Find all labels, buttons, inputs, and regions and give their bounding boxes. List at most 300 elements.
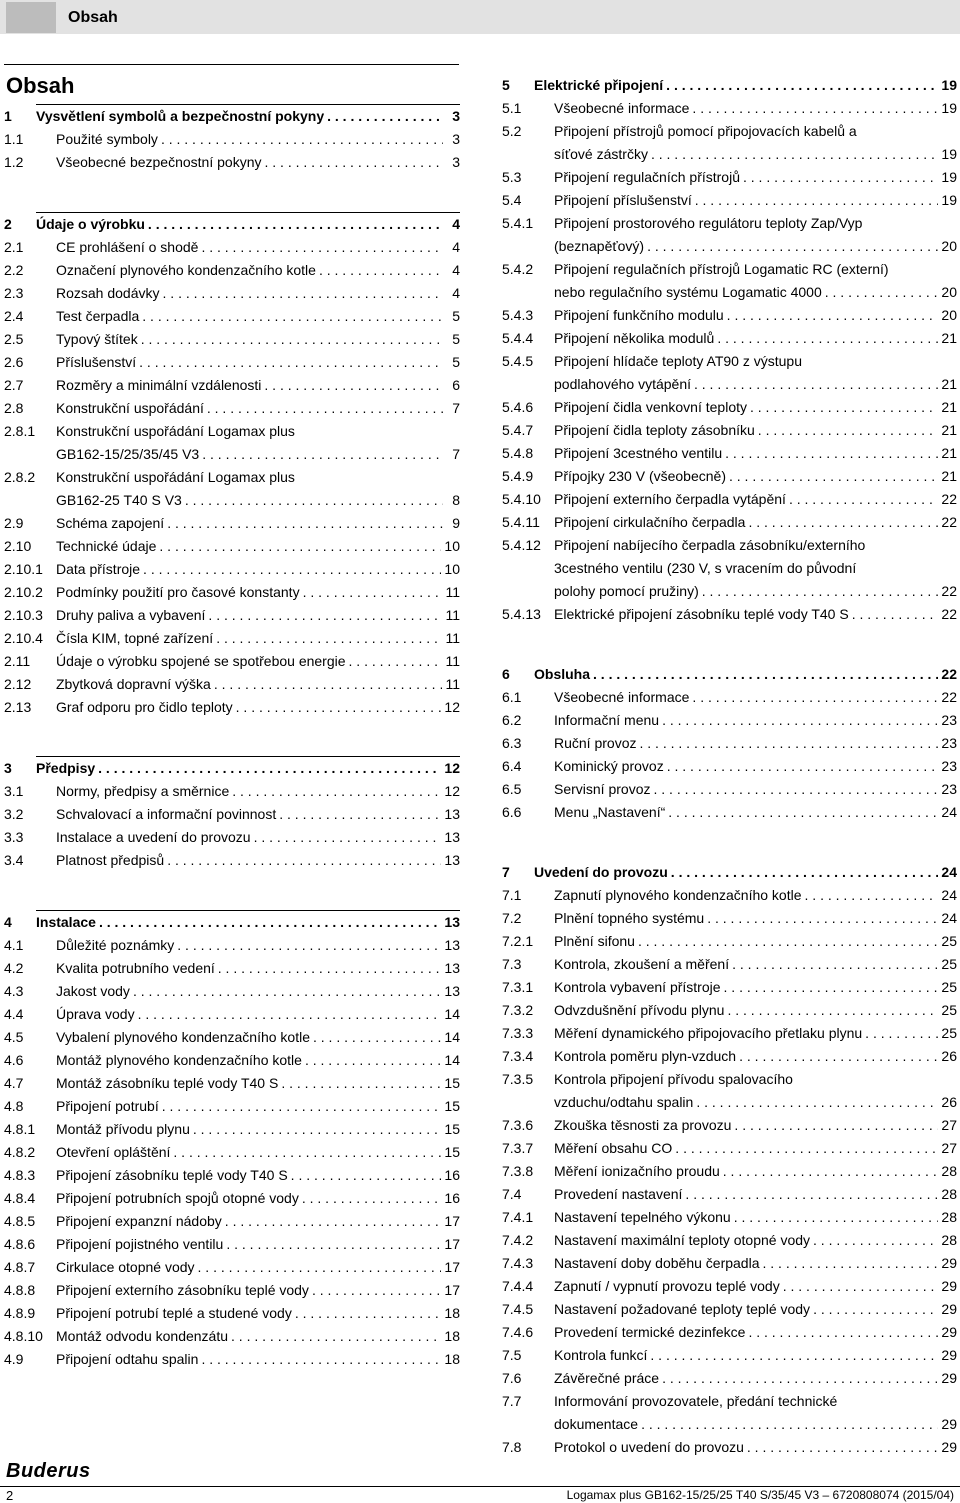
toc-section <box>502 74 957 626</box>
leader-dots <box>99 911 441 934</box>
leader-dots <box>813 1229 938 1252</box>
toc-entry-number: 2.4 <box>4 308 24 324</box>
toc-entry[interactable] <box>502 1022 957 1045</box>
toc-entry-title: Elektrické připojení <box>534 77 664 93</box>
toc-entry-page: 10 <box>444 538 460 554</box>
toc-entry[interactable] <box>4 849 460 872</box>
toc-entry[interactable] <box>502 1229 957 1252</box>
toc-entry-page: 25 <box>941 979 957 995</box>
toc-entry-page: 12 <box>444 699 460 715</box>
toc-entry[interactable] <box>4 980 460 1003</box>
toc-entry-page: 5 <box>452 354 460 370</box>
leader-dots <box>758 419 939 442</box>
toc-entry[interactable] <box>502 97 957 120</box>
toc-entry[interactable] <box>502 488 957 511</box>
toc-entry[interactable] <box>4 259 460 282</box>
leader-dots <box>202 443 443 466</box>
toc-entry[interactable] <box>502 1045 957 1068</box>
toc-entry-page: 19 <box>941 192 957 208</box>
toc-entry-number: 7.4.6 <box>502 1324 534 1340</box>
toc-entry[interactable] <box>4 604 460 627</box>
toc-entry-number: 4.8.2 <box>4 1144 36 1160</box>
toc-entry-page: 23 <box>941 781 957 797</box>
toc-entry-page: 13 <box>444 852 460 868</box>
toc-entry[interactable] <box>502 258 957 304</box>
toc-entry-page: 15 <box>444 1144 460 1160</box>
toc-entry-title: Ruční provoz <box>554 735 637 751</box>
toc-entry-page: 13 <box>444 983 460 999</box>
toc-entry-page: 13 <box>444 829 460 845</box>
toc-entry-number: 2.12 <box>4 676 32 692</box>
toc-entry[interactable] <box>502 976 957 999</box>
toc-entry-page: 13 <box>444 806 460 822</box>
toc-entry-page: 26 <box>941 1048 957 1064</box>
toc-entry[interactable] <box>4 1049 460 1072</box>
leader-dots <box>163 282 443 305</box>
leader-dots <box>748 511 938 534</box>
toc-entry[interactable] <box>502 212 957 258</box>
toc-entry-title: Druhy paliva a vybavení <box>56 607 206 623</box>
leader-dots <box>281 1072 441 1095</box>
toc-entry-number: 4.8.10 <box>4 1328 43 1344</box>
leader-dots <box>303 581 443 604</box>
leader-dots <box>208 604 442 627</box>
toc-entry[interactable] <box>502 686 957 709</box>
toc-entry-title: Kontrola vybavení přístroje <box>554 979 721 995</box>
toc-entry-title-continued: nebo regulačního systému Logamatic 4000 <box>554 284 822 300</box>
leader-dots <box>167 849 441 872</box>
leader-dots <box>729 465 938 488</box>
leader-dots <box>638 930 938 953</box>
leader-dots <box>727 304 939 327</box>
toc-entry[interactable] <box>502 953 957 976</box>
leader-dots <box>748 1321 938 1344</box>
toc-entry-page: 26 <box>941 1094 957 1110</box>
toc-entry-number: 1 <box>4 108 12 124</box>
toc-entry-title: Podmínky použití pro časové konstanty <box>56 584 300 600</box>
toc-entry[interactable] <box>4 757 460 780</box>
toc-entry[interactable] <box>4 673 460 696</box>
leader-dots <box>198 1256 442 1279</box>
toc-entry-number: 6.1 <box>502 689 522 705</box>
toc-entry[interactable] <box>502 778 957 801</box>
toc-entry-title: Připojení zásobníku teplé vody T40 S <box>56 1167 288 1183</box>
toc-entry[interactable] <box>4 128 460 151</box>
toc-entry[interactable] <box>4 1187 460 1210</box>
toc-entry[interactable] <box>4 1164 460 1187</box>
toc-entry[interactable] <box>4 581 460 604</box>
leader-dots <box>162 1095 442 1118</box>
toc-entry[interactable] <box>4 351 460 374</box>
toc-entry-page: 22 <box>941 514 957 530</box>
toc-entry-title: Kontrola funkcí <box>554 1347 648 1363</box>
toc-entry[interactable] <box>502 603 957 626</box>
toc-entry[interactable] <box>502 74 957 97</box>
toc-entry-page: 23 <box>941 735 957 751</box>
toc-entry-number: 5.4.13 <box>502 606 541 622</box>
toc-entry-title: Obsluha <box>534 666 591 682</box>
toc-entry[interactable] <box>4 1118 460 1141</box>
toc-entry[interactable] <box>4 512 460 535</box>
leader-dots <box>696 1091 938 1114</box>
toc-entry[interactable] <box>502 930 957 953</box>
toc-entry[interactable] <box>502 1114 957 1137</box>
toc-entry-number: 4.5 <box>4 1029 24 1045</box>
toc-entry-title: Technické údaje <box>56 538 157 554</box>
toc-entry-number: 7.3.8 <box>502 1163 534 1179</box>
toc-entry-title: Použité symboly <box>56 131 158 147</box>
leader-dots <box>641 1413 938 1436</box>
leader-dots <box>264 374 443 397</box>
toc-entry-number: 2.10.2 <box>4 584 43 600</box>
leader-dots <box>789 488 938 511</box>
toc-entry[interactable] <box>4 397 460 420</box>
leader-dots <box>668 801 938 824</box>
toc-entry-number: 5.4.6 <box>502 399 534 415</box>
toc-entry-title: Instalace <box>36 914 96 930</box>
toc-entry[interactable] <box>4 1141 460 1164</box>
leader-dots <box>725 442 938 465</box>
toc-entry[interactable] <box>502 1137 957 1160</box>
toc-entry-title: Připojení 3cestného ventilu <box>554 445 723 461</box>
toc-entry-page: 19 <box>941 100 957 116</box>
leader-dots <box>312 1279 441 1302</box>
toc-entry[interactable] <box>502 1298 957 1321</box>
toc-entry-page: 21 <box>941 445 957 461</box>
toc-entry[interactable] <box>4 1026 460 1049</box>
toc-entry-title: Připojení funkčního modulu <box>554 307 724 323</box>
toc-column-right <box>502 74 957 1459</box>
toc-entry[interactable] <box>4 282 460 305</box>
toc-entry-title: Připojení potrubí <box>56 1098 159 1114</box>
toc-entry-title-continued: síťové zástrčky <box>554 146 648 162</box>
toc-entry[interactable] <box>4 374 460 397</box>
toc-entry[interactable] <box>502 350 957 396</box>
leader-dots <box>702 580 939 603</box>
toc-entry[interactable] <box>502 465 957 488</box>
toc-entry[interactable] <box>502 511 957 534</box>
toc-entry-number: 2 <box>4 216 12 232</box>
toc-entry-title: Všeobecné informace <box>554 689 690 705</box>
leader-dots <box>813 1298 938 1321</box>
toc-entry-page: 18 <box>444 1351 460 1367</box>
toc-entry-number: 4.1 <box>4 937 24 953</box>
toc-entry-title: Konstrukční uspořádání Logamax plus <box>56 469 295 485</box>
toc-entry-page: 25 <box>941 1002 957 1018</box>
toc-entry-title: Kontrola poměru plyn-vzduch <box>554 1048 737 1064</box>
leader-dots <box>231 1325 441 1348</box>
toc-entry-title: Kontrola připojení přívodu spalovacího <box>554 1071 793 1087</box>
toc-entry[interactable] <box>4 105 460 128</box>
section-spacer <box>4 174 460 212</box>
toc-entry-title: Montáž plynového kondenzačního kotle <box>56 1052 302 1068</box>
toc-entry-page: 24 <box>941 910 957 926</box>
toc-entry-title: Měření obsahu CO <box>554 1140 673 1156</box>
leader-dots <box>254 826 442 849</box>
toc-entry[interactable] <box>4 1003 460 1026</box>
toc-entry-number: 4.2 <box>4 960 24 976</box>
toc-entry-page: 13 <box>444 914 460 930</box>
leader-dots <box>225 1210 442 1233</box>
toc-entry-page: 24 <box>941 887 957 903</box>
toc-entry-page: 14 <box>444 1006 460 1022</box>
toc-entry-number: 7.5 <box>502 1347 522 1363</box>
toc-entry[interactable] <box>502 442 957 465</box>
toc-entry[interactable] <box>502 327 957 350</box>
toc-entry-title: Připojení odtahu spalin <box>56 1351 199 1367</box>
toc-entry-page: 23 <box>941 712 957 728</box>
toc-entry-title: Nastavení doby doběhu čerpadla <box>554 1255 760 1271</box>
toc-entry-page: 12 <box>444 760 460 776</box>
toc-entry[interactable] <box>502 907 957 930</box>
toc-entry-title: Protokol o uvedení do provozu <box>554 1439 744 1455</box>
toc-entry[interactable] <box>4 1279 460 1302</box>
toc-entry-title: Připojení expanzní nádoby <box>56 1213 222 1229</box>
toc-entry-title: Připojení cirkulačního čerpadla <box>554 514 746 530</box>
toc-entry-page: 17 <box>444 1282 460 1298</box>
leader-dots <box>173 1141 441 1164</box>
toc-entry-number: 2.10 <box>4 538 32 554</box>
toc-entry[interactable] <box>4 1302 460 1325</box>
toc-entry-number: 4.8.9 <box>4 1305 36 1321</box>
leader-dots <box>141 328 443 351</box>
toc-entry[interactable] <box>502 1252 957 1275</box>
toc-entry-page: 29 <box>941 1301 957 1317</box>
toc-entry-number: 2.13 <box>4 699 32 715</box>
toc-entry[interactable] <box>502 801 957 824</box>
toc-entry-title: Zkouška těsnosti za provozu <box>554 1117 732 1133</box>
leader-dots <box>302 1187 442 1210</box>
toc-entry[interactable] <box>502 709 957 732</box>
toc-entry[interactable] <box>502 1436 957 1459</box>
toc-entry-number: 4.8.1 <box>4 1121 36 1137</box>
toc-entry-page: 3 <box>452 108 460 124</box>
leader-dots <box>707 907 938 930</box>
toc-entry-page: 29 <box>941 1324 957 1340</box>
toc-entry[interactable] <box>502 419 957 442</box>
toc-entry-number: 4.8.4 <box>4 1190 36 1206</box>
toc-entry[interactable] <box>4 1210 460 1233</box>
toc-entry[interactable] <box>4 1256 460 1279</box>
toc-entry-number: 7 <box>502 864 510 880</box>
leader-dots <box>142 305 443 328</box>
toc-entry-number: 5.4.4 <box>502 330 534 346</box>
leader-dots <box>675 1137 938 1160</box>
toc-entry-page: 11 <box>445 584 460 600</box>
toc-entry[interactable] <box>502 1068 957 1114</box>
toc-entry[interactable] <box>502 1321 957 1344</box>
toc-entry-title: Připojení regulačních přístrojů Logamatic RC (externí) <box>554 261 889 277</box>
toc-entry-page: 22 <box>941 583 957 599</box>
leader-dots <box>138 1003 442 1026</box>
toc-entry-page: 11 <box>445 607 460 623</box>
toc-entry-title: Údaje o výrobku <box>36 216 145 232</box>
toc-entry-page: 25 <box>941 956 957 972</box>
toc-entry-number: 5.4.7 <box>502 422 534 438</box>
toc-entry-page: 28 <box>941 1209 957 1225</box>
toc-entry-number: 3.2 <box>4 806 24 822</box>
toc-entry[interactable] <box>4 328 460 351</box>
toc-entry-number: 2.10.3 <box>4 607 43 623</box>
toc-entry[interactable] <box>502 999 957 1022</box>
section-spacer <box>502 626 957 663</box>
toc-entry[interactable] <box>4 803 460 826</box>
toc-entry[interactable] <box>502 534 957 603</box>
toc-entry-title: CE prohlášení o shodě <box>56 239 199 255</box>
toc-entry-number: 6.4 <box>502 758 522 774</box>
leader-dots <box>161 128 443 151</box>
toc-column-left <box>4 104 460 1371</box>
toc-entry[interactable] <box>502 732 957 755</box>
toc-entry[interactable] <box>502 861 957 884</box>
toc-entry-page: 16 <box>444 1190 460 1206</box>
toc-entry-title: Připojení několika modulů <box>554 330 715 346</box>
toc-entry[interactable] <box>4 466 460 512</box>
toc-entry[interactable] <box>502 1275 957 1298</box>
toc-entry-number: 7.3.5 <box>502 1071 534 1087</box>
toc-entry-title: Zapnutí / vypnutí provozu teplé vody <box>554 1278 780 1294</box>
toc-entry-number: 4.8.8 <box>4 1282 36 1298</box>
leader-dots <box>177 934 441 957</box>
leader-dots <box>727 999 938 1022</box>
toc-entry[interactable] <box>4 1348 460 1371</box>
toc-entry-title-continued: 3cestného ventilu (230 V, s vracením do původní <box>554 560 857 576</box>
toc-entry[interactable] <box>4 1072 460 1095</box>
toc-entry[interactable] <box>502 1206 957 1229</box>
toc-entry-page: 7 <box>452 400 460 416</box>
toc-entry[interactable] <box>4 1095 460 1118</box>
leader-dots <box>639 732 938 755</box>
toc-entry-number: 4.3 <box>4 983 24 999</box>
toc-entry[interactable] <box>502 884 957 907</box>
toc-entry-number: 2.5 <box>4 331 24 347</box>
toc-entry-title: Data přístroje <box>56 561 141 577</box>
toc-entry-title: Kontrola, zkoušení a měření <box>554 956 730 972</box>
toc-entry-title-continued: GB162-25 T40 S V3 <box>56 492 182 508</box>
toc-entry[interactable] <box>502 120 957 166</box>
toc-entry-title: Předpisy <box>36 760 96 776</box>
brand-logo: Buderus <box>6 1460 91 1482</box>
toc-entry-title: Instalace a uvedení do provozu <box>56 829 251 845</box>
toc-entry[interactable] <box>4 780 460 803</box>
toc-entry[interactable] <box>502 304 957 327</box>
toc-section <box>502 824 957 1459</box>
toc-entry-page: 29 <box>941 1278 957 1294</box>
toc-entry-page: 22 <box>941 606 957 622</box>
leader-dots <box>295 1302 442 1325</box>
toc-entry-page: 4 <box>452 285 460 301</box>
toc-entry-title: Všeobecné bezpečnostní pokyny <box>56 154 262 170</box>
toc-entry-title: Provedení nastavení <box>554 1186 683 1202</box>
toc-entry[interactable] <box>502 1344 957 1367</box>
toc-section <box>4 174 460 719</box>
toc-entry-title: Normy, předpisy a směrnice <box>56 783 230 799</box>
leader-dots <box>783 1275 939 1298</box>
toc-entry[interactable] <box>4 151 460 174</box>
toc-entry-number: 2.6 <box>4 354 24 370</box>
toc-entry-number: 6.2 <box>502 712 522 728</box>
leader-dots <box>264 151 443 174</box>
leader-dots <box>133 980 441 1003</box>
toc-entry[interactable] <box>4 957 460 980</box>
toc-entry-number: 5.4.3 <box>502 307 534 323</box>
toc-entry-title: Měření ionizačního proudu <box>554 1163 720 1179</box>
toc-entry-number: 4.8 <box>4 1098 24 1114</box>
toc-entry[interactable] <box>4 305 460 328</box>
toc-entry[interactable] <box>502 663 957 686</box>
leader-dots <box>98 757 441 780</box>
toc-entry-title: Plnění sifonu <box>554 933 635 949</box>
toc-entry[interactable] <box>4 535 460 558</box>
toc-entry[interactable] <box>502 755 957 778</box>
toc-entry-number: 5.3 <box>502 169 522 185</box>
section-spacer <box>4 872 460 910</box>
leader-dots <box>216 627 442 650</box>
toc-entry-title: Montáž zásobníku teplé vody T40 S <box>56 1075 279 1091</box>
toc-entry[interactable] <box>4 1325 460 1348</box>
toc-entry-title: Graf odporu pro čidlo teploty <box>56 699 233 715</box>
toc-entry-number: 2.8.2 <box>4 469 36 485</box>
toc-entry-title: Připojení externího čerpadla vytápění <box>554 491 786 507</box>
toc-entry[interactable] <box>502 189 957 212</box>
toc-entry[interactable] <box>502 1390 957 1436</box>
toc-entry[interactable] <box>4 420 460 466</box>
toc-entry[interactable] <box>4 826 460 849</box>
leader-dots <box>593 663 938 686</box>
toc-entry[interactable] <box>502 166 957 189</box>
toc-entry-page: 19 <box>941 146 957 162</box>
toc-entry-title: Kominický provoz <box>554 758 664 774</box>
toc-entry-page: 21 <box>941 468 957 484</box>
toc-entry-title: Cirkulace otopné vody <box>56 1259 195 1275</box>
toc-entry-page: 10 <box>444 561 460 577</box>
toc-entry[interactable] <box>4 911 460 934</box>
toc-entry-title: Konstrukční uspořádání Logamax plus <box>56 423 295 439</box>
toc-entry-title: Odvzdušnění přívodu plynu <box>554 1002 725 1018</box>
toc-entry[interactable] <box>4 1233 460 1256</box>
toc-entry-title: Uvedení do provozu <box>534 864 668 880</box>
header-tab-marker <box>6 2 56 33</box>
toc-entry[interactable] <box>502 1367 957 1390</box>
toc-section <box>4 104 460 174</box>
toc-entry-title: Čísla KIM, topné zařízení <box>56 630 214 646</box>
toc-entry[interactable] <box>502 1160 957 1183</box>
leader-dots <box>651 143 938 166</box>
toc-entry[interactable] <box>4 213 460 236</box>
toc-entry[interactable] <box>502 396 957 419</box>
section-spacer <box>4 719 460 756</box>
toc-entry[interactable] <box>4 934 460 957</box>
toc-entry-number: 5.4 <box>502 192 522 208</box>
toc-entry-number: 7.4.1 <box>502 1209 534 1225</box>
leader-dots <box>747 1436 939 1459</box>
toc-entry[interactable] <box>4 236 460 259</box>
toc-entry-number: 3 <box>4 760 12 776</box>
toc-entry[interactable] <box>4 627 460 650</box>
toc-entry-number: 1.1 <box>4 131 24 147</box>
toc-entry[interactable] <box>502 1183 957 1206</box>
toc-entry-number: 4.7 <box>4 1075 24 1091</box>
toc-entry[interactable] <box>4 696 460 719</box>
toc-entry-title: Připojení externího zásobníku teplé vody <box>56 1282 309 1298</box>
leader-dots <box>852 603 939 626</box>
toc-entry-title: Elektrické připojení zásobníku teplé vody T40 S <box>554 606 849 622</box>
toc-section <box>4 872 460 1371</box>
toc-entry[interactable] <box>4 650 460 673</box>
toc-entry-page: 19 <box>941 169 957 185</box>
toc-entry-number: 4.8.6 <box>4 1236 36 1252</box>
toc-entry[interactable] <box>4 558 460 581</box>
